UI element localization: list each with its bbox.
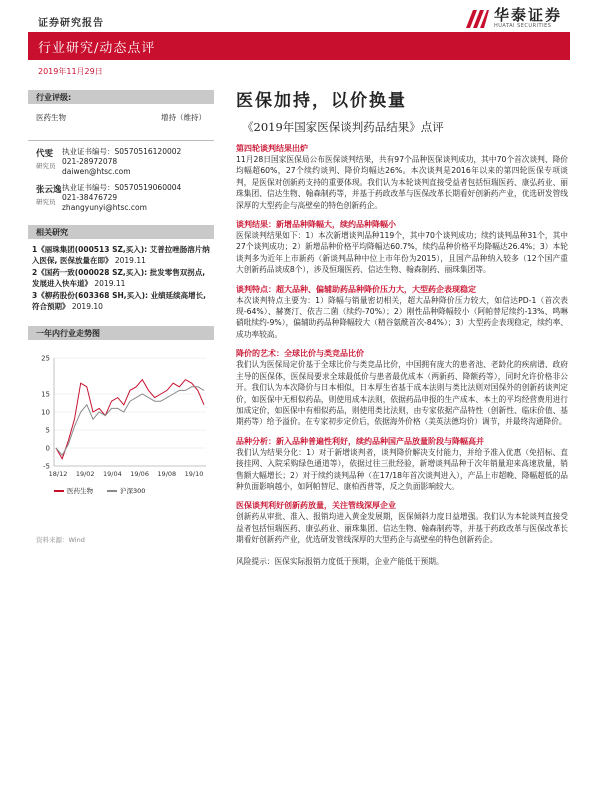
rating-industry: 医药生物 <box>36 113 66 122</box>
analyst-role: 研究员 <box>36 198 56 206</box>
y-tick-label: 25 <box>41 354 50 363</box>
analyst-card <box>28 141 214 177</box>
rating-value: 增持（维持） <box>161 113 206 122</box>
banner-title: 行业研究/动态点评 <box>38 41 156 56</box>
related-research <box>28 225 214 312</box>
section-heading: 品种分析：新入品种普遍性利好，续约品种国产品放量阶段与降幅高并 <box>236 436 484 446</box>
section-body: 本次谈判特点主要为：1）降幅与销量密切相关，超大品种降价压力较大，如信达PD-1（首次表现-64%）、赫赛汀、依吉二菌（续约-70%）；2）刚性品种降幅较小（阿帕替尼续约-13%、鸣啉硝吡续约-9%），偏辅助药品种降幅较大（精谷氨酰首次-84%）；3）大型药企表现稳定，续约率、成功率较高。 <box>236 295 568 339</box>
article <box>236 86 568 567</box>
analyst-phone: 021-38476729 <box>62 193 118 202</box>
section-body: 医保谈判结果如下：1）本次新增谈判品种119个，其中70个谈判成功；续约谈判品种31个，其中27个谈判成功；2）新增品种价格平均降幅达60.7%，续约品种价格平均降幅达26.4%；3）本轮谈判多为近年上市新药（新谈判品种中位上市年份为2015），且国产品种纳入较多（12个国产重大创新药品谈成8个），涉及恒瑞医药、信达生物、翰森制药、丽珠集团等。 <box>236 231 568 275</box>
y-tick-label: -5 <box>43 462 50 471</box>
related-date: 2019.10 <box>71 301 103 311</box>
analyst-email[interactable]: zhangyunyi@htsc.com <box>62 203 147 212</box>
section-heading: 谈判结果：新增品种降幅大，续约品种降幅小 <box>236 220 396 230</box>
huatai-logo-icon <box>464 6 490 30</box>
legend-label: 沪深300 <box>120 487 146 495</box>
related-item[interactable] <box>32 268 210 289</box>
x-tick-label: 19/04 <box>103 470 122 478</box>
y-tick-label: 10 <box>41 408 50 417</box>
related-item[interactable] <box>32 245 210 266</box>
y-tick-label: 0 <box>45 444 50 453</box>
report-type-label: 证券研究报告 <box>38 18 104 29</box>
brand-name-en: HUATAI SECURITIES <box>494 23 552 29</box>
related-title: 2《国药一致(000028 SZ,买入): 批发零售双拐点, 发展进入快车道》 <box>32 268 206 288</box>
x-tick-label: 19/06 <box>130 470 149 478</box>
risk-warning: 风险提示：医保实际报销力度低于预期，企业产能低于预期。 <box>236 556 444 566</box>
related-title: 3《柳药股份(603368 SH,买入): 业绩延续高增长, 符合预期》 <box>32 291 206 311</box>
article-title: 医保加持，以价换量 <box>236 91 407 111</box>
section-body: 创新药从审批、准入、报销均进入黄金发展期，医保倾斜力度日益增强。我们认为本轮谈判直接受益者包括恒瑞医药、康弘药业、丽珠集团、信达生物、翰森制药等，并基于药政改革与医保改革长期看好创新药产业，优选研发管线深厚的大型药企与高壁垒的特色创新药企。 <box>236 512 568 545</box>
section-body: 我们认为结果分化：1）对于新增谈判者，谈判降价解决支付能力，并给予准入优惠（免招标、直接挂网、入院采购绿色通道等），依据过往三批经验，新增谈判品种于次年销量迎来高速放量，销售额大幅增长；2）对于续约谈判品种（在17/18年首次谈判进入），产品上市超晚、降幅超低的品种负面影响越小，如阿帕替尼、康柏西普等，反之负面影响较大。 <box>236 447 568 491</box>
report-date: 2019年11月29日 <box>38 67 103 76</box>
analyst-phone: 021-28972078 <box>62 157 118 166</box>
section-body: 11月28日国家医保局公布医保谈判结果，共有97个品种医保谈判成功，其中70个首次谈判、降价均幅超60%，27个续约谈判、降价均幅达26%。本次谈判是2016年以来的第四轮医保专项谈判，是医保对创新药支持的重要体现。我们认为本轮谈判直接受益者包括恒瑞医药、康弘药业、丽珠集团、信达生物、翰森制药等，并基于药政改革与医保改革长期看好创新药产业，优选研发管线深厚的大型药企与高壁垒的特色创新药企。 <box>236 155 568 210</box>
related-item[interactable] <box>32 291 210 312</box>
analyst-cert: 执业证书编号：S0570516120002 <box>62 147 182 156</box>
x-tick-label: 19/10 <box>184 470 204 478</box>
related-date: 2019.11 <box>94 278 126 288</box>
section-body: 我们认为医保局定价基于全球比价与类竞品比价，中国拥有庞大的患者池、老龄化的疾病谱、政府主导的医保体，医保局要求全球最低价与患者最优成本（两新药、降额药等），同时允许价格非公开。我们认为本次降价与日本相似，日本厚生省基于成本法则与类比法则对国保外的创新药谈判定价，如医保中无相似药品，则使用成本法则，依据药品申报的生产成本、本土的平均经营费用进行加成定价，如医保中有相似药品，则使用类比法则，由专家依据产品特性（创新性、临床价值、基期药等）给予溢价。在专家初步定价后，依据海外价格（美英法德均价）调节，并最终沟通降价。 <box>236 360 568 427</box>
article-body <box>236 143 568 567</box>
x-tick-label: 19/02 <box>75 470 95 478</box>
sidebar <box>28 90 214 544</box>
analyst-email[interactable]: daiwen@htsc.com <box>62 167 131 176</box>
chart-source: 资料来源：Wind <box>36 536 85 544</box>
category-banner <box>28 32 570 60</box>
related-title: 1《丽珠集团(000513 SZ,买入): 艾普拉唑肠溶片纳入医保, 医保放量在即》 <box>32 245 210 265</box>
y-tick-label: 15 <box>41 390 50 399</box>
rating-header: 行业评级: <box>28 90 214 104</box>
x-tick-label: 19/08 <box>157 470 177 478</box>
section-heading: 第四轮谈判结果出炉 <box>236 144 308 153</box>
section-heading: 降价的艺术：全球比价与类竞品比价 <box>236 349 364 359</box>
section-heading: 医保谈判利好创新药放量，关注管线深厚企业 <box>236 501 396 511</box>
y-tick-label: 5 <box>45 426 50 435</box>
brand-name-cn: 华泰证券 <box>494 6 563 24</box>
industry-trend-chart <box>28 326 214 544</box>
related-header: 相关研究 <box>28 225 214 239</box>
chart-header: 一年内行业走势图 <box>28 326 214 340</box>
analyst-cert: 执业证书编号：S0570519060004 <box>62 183 182 192</box>
brand-logo <box>464 6 562 30</box>
related-date: 2019.11 <box>114 255 146 265</box>
analyst-card <box>28 177 214 213</box>
analyst-name: 张云逸 <box>36 185 62 195</box>
series-line <box>56 380 204 459</box>
section-heading: 谈判特点：超大品种、偏辅助药品种降价压力大，大型药企表现稳定 <box>236 284 476 294</box>
analyst-role: 研究员 <box>36 162 56 170</box>
rating-row <box>28 104 214 130</box>
legend-label: 医药生物 <box>67 487 93 495</box>
analyst-name: 代雯 <box>36 149 54 159</box>
trend-chart-svg <box>28 340 214 490</box>
x-tick-label: 18/12 <box>48 470 68 478</box>
article-subtitle: 《2019年国家医保谈判药品结果》点评 <box>242 120 444 134</box>
